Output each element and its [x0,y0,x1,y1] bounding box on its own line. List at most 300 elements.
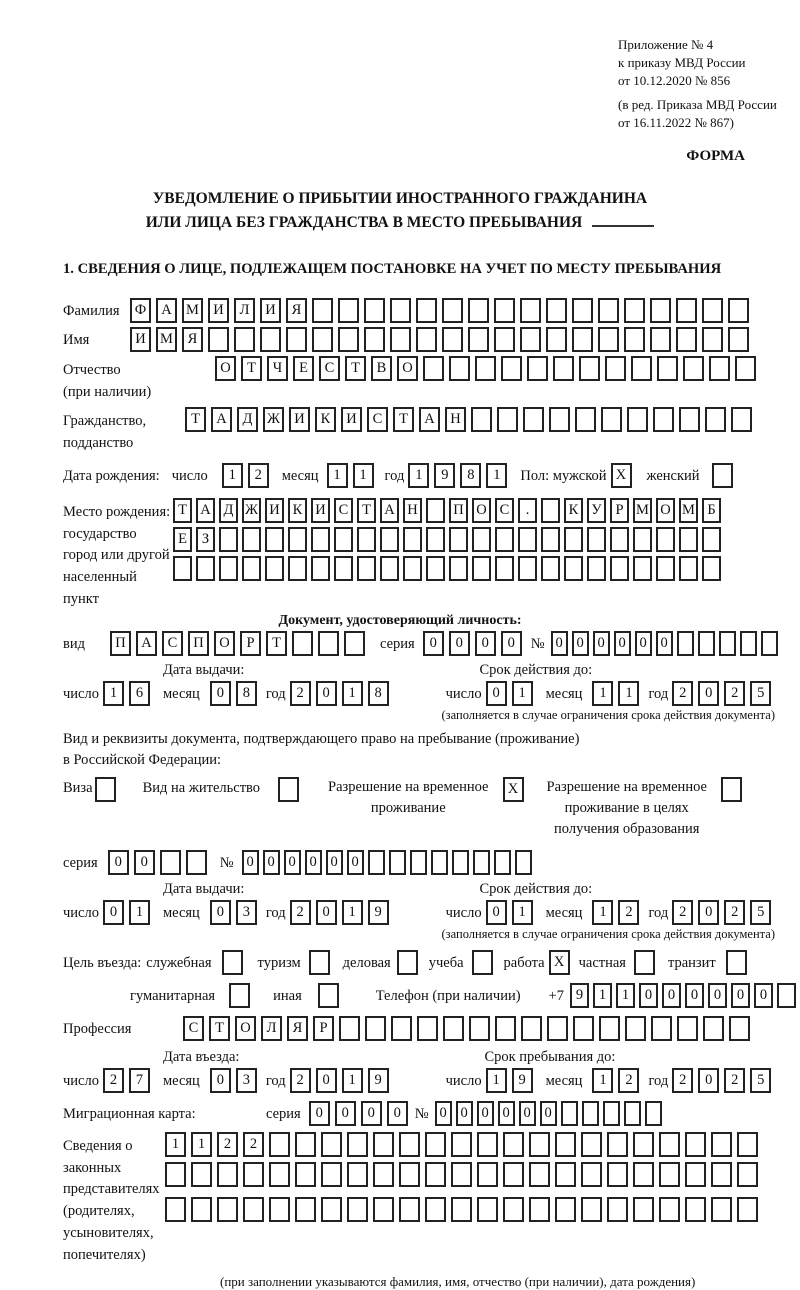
char-cell[interactable] [347,1197,368,1222]
char-cell[interactable] [286,327,307,352]
char-cell[interactable] [449,356,470,381]
char-cell[interactable]: 0 [134,850,155,875]
char-cell[interactable]: С [334,498,353,523]
char-cell[interactable]: Ж [263,407,284,432]
char-cell[interactable] [309,950,330,975]
char-cell[interactable] [318,631,339,656]
char-cell[interactable] [334,527,353,552]
char-cell[interactable] [599,1016,620,1041]
entry-month-cells[interactable] [210,1068,262,1093]
char-cell[interactable] [645,1101,662,1126]
char-cell[interactable]: А [419,407,440,432]
char-cell[interactable]: 0 [435,1101,452,1126]
char-cell[interactable]: 0 [731,983,750,1008]
char-cell[interactable]: Я [182,327,203,352]
char-cell[interactable] [555,1132,576,1157]
char-cell[interactable] [196,556,215,581]
rvp-checkbox[interactable] [503,777,529,802]
char-cell[interactable] [624,327,645,352]
char-cell[interactable]: А [136,631,157,656]
char-cell[interactable]: 0 [698,1068,719,1093]
char-cell[interactable]: В [371,356,392,381]
char-cell[interactable]: 0 [210,900,231,925]
phone-cells[interactable] [570,983,800,1008]
char-cell[interactable]: 1 [486,463,507,488]
char-cell[interactable]: 0 [685,983,704,1008]
char-cell[interactable] [515,850,532,875]
char-cell[interactable] [477,1132,498,1157]
char-cell[interactable] [338,327,359,352]
char-cell[interactable] [278,777,299,802]
birth-month-cells[interactable] [327,463,379,488]
char-cell[interactable] [728,327,749,352]
char-cell[interactable] [292,631,313,656]
char-cell[interactable] [547,1016,568,1041]
char-cell[interactable] [311,556,330,581]
char-cell[interactable] [449,556,468,581]
char-cell[interactable]: А [211,407,232,432]
char-cell[interactable]: А [380,498,399,523]
doc-issue-year-cells[interactable] [290,681,394,706]
char-cell[interactable] [318,983,339,1008]
char-cell[interactable]: П [110,631,131,656]
char-cell[interactable]: И [265,498,284,523]
char-cell[interactable] [295,1197,316,1222]
permit-series-cells[interactable] [108,850,212,875]
char-cell[interactable] [425,1132,446,1157]
char-cell[interactable]: 1 [592,681,613,706]
char-cell[interactable] [321,1162,342,1187]
char-cell[interactable] [295,1162,316,1187]
char-cell[interactable]: 9 [368,900,389,925]
char-cell[interactable]: 5 [750,681,771,706]
char-cell[interactable] [494,327,515,352]
char-cell[interactable] [219,556,238,581]
char-cell[interactable] [579,356,600,381]
mig-number-cells[interactable] [435,1101,666,1126]
char-cell[interactable] [425,1197,446,1222]
char-cell[interactable]: 2 [724,681,745,706]
char-cell[interactable]: 1 [129,900,150,925]
char-cell[interactable] [564,556,583,581]
char-cell[interactable]: 1 [353,463,374,488]
char-cell[interactable]: 1 [327,463,348,488]
char-cell[interactable]: 0 [572,631,589,656]
char-cell[interactable]: 2 [103,1068,124,1093]
permit-issue-year-cells[interactable] [290,900,394,925]
char-cell[interactable] [679,527,698,552]
char-cell[interactable]: 0 [551,631,568,656]
char-cell[interactable] [403,527,422,552]
char-cell[interactable]: И [289,407,310,432]
char-cell[interactable] [651,1016,672,1041]
char-cell[interactable]: 9 [368,1068,389,1093]
char-cell[interactable] [735,356,756,381]
char-cell[interactable] [368,850,385,875]
permit-number-cells[interactable] [242,850,536,875]
char-cell[interactable]: 9 [512,1068,533,1093]
char-cell[interactable] [403,556,422,581]
char-cell[interactable]: 0 [210,681,231,706]
char-cell[interactable] [541,498,560,523]
doc-issue-day-cells[interactable] [103,681,155,706]
char-cell[interactable]: 0 [263,850,280,875]
char-cell[interactable]: 0 [486,900,507,925]
char-cell[interactable]: П [188,631,209,656]
char-cell[interactable]: И [130,327,151,352]
char-cell[interactable]: 0 [242,850,259,875]
purpose-official-checkbox[interactable] [222,950,248,975]
char-cell[interactable] [698,631,715,656]
birth-year-cells[interactable] [408,463,512,488]
char-cell[interactable] [711,1162,732,1187]
char-cell[interactable] [555,1162,576,1187]
patronymic-cells[interactable] [215,356,761,381]
stay-month-cells[interactable] [592,1068,644,1093]
char-cell[interactable] [451,1162,472,1187]
char-cell[interactable] [451,1132,472,1157]
rep-row3-cells[interactable] [165,1197,763,1222]
char-cell[interactable]: 1 [191,1132,212,1157]
char-cell[interactable] [477,1162,498,1187]
char-cell[interactable] [469,1016,490,1041]
char-cell[interactable] [740,631,757,656]
char-cell[interactable] [527,356,548,381]
char-cell[interactable] [288,527,307,552]
char-cell[interactable]: 0 [326,850,343,875]
char-cell[interactable]: 8 [236,681,257,706]
char-cell[interactable] [243,1162,264,1187]
char-cell[interactable] [242,556,261,581]
char-cell[interactable] [711,1197,732,1222]
residence-permit-checkbox[interactable] [278,777,304,802]
char-cell[interactable] [473,850,490,875]
char-cell[interactable] [656,527,675,552]
char-cell[interactable] [357,556,376,581]
char-cell[interactable]: 2 [618,900,639,925]
char-cell[interactable] [338,298,359,323]
char-cell[interactable] [390,327,411,352]
char-cell[interactable]: 0 [335,1101,356,1126]
char-cell[interactable]: О [214,631,235,656]
char-cell[interactable] [633,556,652,581]
char-cell[interactable] [347,1162,368,1187]
char-cell[interactable] [719,631,736,656]
char-cell[interactable]: 0 [708,983,727,1008]
char-cell[interactable]: 6 [129,681,150,706]
char-cell[interactable]: 1 [512,681,533,706]
char-cell[interactable] [728,298,749,323]
birth-day-cells[interactable] [222,463,274,488]
char-cell[interactable]: 1 [103,681,124,706]
char-cell[interactable] [95,777,116,802]
char-cell[interactable]: Я [286,298,307,323]
char-cell[interactable] [311,527,330,552]
char-cell[interactable]: X [503,777,524,802]
char-cell[interactable] [603,1101,620,1126]
char-cell[interactable]: Т [209,1016,230,1041]
char-cell[interactable]: И [311,498,330,523]
char-cell[interactable] [288,556,307,581]
char-cell[interactable]: З [196,527,215,552]
char-cell[interactable] [495,1016,516,1041]
char-cell[interactable]: Л [261,1016,282,1041]
char-cell[interactable] [449,527,468,552]
char-cell[interactable] [624,1101,641,1126]
char-cell[interactable] [160,850,181,875]
char-cell[interactable]: 0 [210,1068,231,1093]
char-cell[interactable] [702,527,721,552]
char-cell[interactable] [471,407,492,432]
char-cell[interactable] [165,1197,186,1222]
char-cell[interactable]: Ф [130,298,151,323]
char-cell[interactable]: 1 [165,1132,186,1157]
char-cell[interactable]: 8 [368,681,389,706]
char-cell[interactable]: Т [173,498,192,523]
char-cell[interactable]: 0 [449,631,470,656]
stay-year-cells[interactable] [672,1068,776,1093]
char-cell[interactable]: 0 [486,681,507,706]
char-cell[interactable] [426,527,445,552]
char-cell[interactable]: 0 [501,631,522,656]
char-cell[interactable] [634,950,655,975]
entry-day-cells[interactable] [103,1068,155,1093]
char-cell[interactable]: 7 [129,1068,150,1093]
char-cell[interactable]: Т [393,407,414,432]
char-cell[interactable]: 1 [342,681,363,706]
doc-valid-month-cells[interactable] [592,681,644,706]
char-cell[interactable] [397,950,418,975]
char-cell[interactable]: 0 [309,1101,330,1126]
char-cell[interactable] [321,1132,342,1157]
char-cell[interactable]: 2 [290,681,311,706]
char-cell[interactable]: 2 [248,463,269,488]
char-cell[interactable] [165,1162,186,1187]
char-cell[interactable]: 2 [672,1068,693,1093]
char-cell[interactable] [373,1197,394,1222]
char-cell[interactable] [242,527,261,552]
char-cell[interactable]: 0 [361,1101,382,1126]
char-cell[interactable]: 1 [616,983,635,1008]
char-cell[interactable] [399,1162,420,1187]
char-cell[interactable]: 1 [342,1068,363,1093]
char-cell[interactable]: Р [240,631,261,656]
char-cell[interactable]: Т [266,631,287,656]
doc-type-cells[interactable] [110,631,370,656]
char-cell[interactable] [679,407,700,432]
char-cell[interactable] [373,1162,394,1187]
char-cell[interactable] [553,356,574,381]
permit-valid-year-cells[interactable] [672,900,776,925]
char-cell[interactable] [573,1016,594,1041]
char-cell[interactable] [431,850,448,875]
char-cell[interactable]: 0 [635,631,652,656]
char-cell[interactable]: Т [185,407,206,432]
char-cell[interactable] [581,1197,602,1222]
char-cell[interactable] [426,556,445,581]
doc-valid-day-cells[interactable] [486,681,538,706]
char-cell[interactable] [685,1162,706,1187]
char-cell[interactable]: 0 [477,1101,494,1126]
purpose-humanitarian-checkbox[interactable] [229,983,255,1008]
char-cell[interactable] [685,1132,706,1157]
doc-valid-year-cells[interactable] [672,681,776,706]
char-cell[interactable]: Л [234,298,255,323]
char-cell[interactable]: 1 [342,900,363,925]
char-cell[interactable] [633,1162,654,1187]
char-cell[interactable] [582,1101,599,1126]
permit-valid-day-cells[interactable] [486,900,538,925]
char-cell[interactable]: М [156,327,177,352]
char-cell[interactable] [702,298,723,323]
char-cell[interactable] [702,327,723,352]
char-cell[interactable] [344,631,365,656]
char-cell[interactable] [269,1162,290,1187]
char-cell[interactable]: Т [345,356,366,381]
rep-row1-cells[interactable] [165,1132,763,1157]
doc-series-cells[interactable] [423,631,527,656]
char-cell[interactable]: Д [219,498,238,523]
purpose-private-checkbox[interactable] [634,950,660,975]
char-cell[interactable] [219,527,238,552]
char-cell[interactable] [564,527,583,552]
rep-row2-cells[interactable] [165,1162,763,1187]
char-cell[interactable]: 0 [698,681,719,706]
char-cell[interactable]: О [235,1016,256,1041]
char-cell[interactable] [472,527,491,552]
char-cell[interactable] [677,631,694,656]
char-cell[interactable]: 0 [540,1101,557,1126]
char-cell[interactable]: У [587,498,606,523]
char-cell[interactable]: 5 [750,900,771,925]
char-cell[interactable] [503,1197,524,1222]
char-cell[interactable] [598,327,619,352]
char-cell[interactable] [442,298,463,323]
char-cell[interactable] [575,407,596,432]
char-cell[interactable] [541,527,560,552]
name-cells[interactable] [130,327,754,352]
char-cell[interactable] [581,1132,602,1157]
char-cell[interactable] [389,850,406,875]
char-cell[interactable] [520,327,541,352]
char-cell[interactable] [380,527,399,552]
char-cell[interactable]: 2 [290,900,311,925]
char-cell[interactable] [598,298,619,323]
char-cell[interactable] [709,356,730,381]
birth-place-row1-cells[interactable] [173,498,725,523]
char-cell[interactable]: X [611,463,632,488]
char-cell[interactable]: А [196,498,215,523]
char-cell[interactable] [624,298,645,323]
char-cell[interactable] [410,850,427,875]
char-cell[interactable]: К [288,498,307,523]
char-cell[interactable] [529,1132,550,1157]
char-cell[interactable]: 0 [698,900,719,925]
char-cell[interactable] [494,850,511,875]
char-cell[interactable] [475,356,496,381]
char-cell[interactable]: О [472,498,491,523]
char-cell[interactable] [442,327,463,352]
char-cell[interactable] [572,298,593,323]
char-cell[interactable]: 2 [724,1068,745,1093]
char-cell[interactable] [468,327,489,352]
char-cell[interactable] [676,327,697,352]
sex-male-checkbox[interactable] [611,463,637,488]
char-cell[interactable] [737,1197,758,1222]
char-cell[interactable]: Н [445,407,466,432]
char-cell[interactable] [173,556,192,581]
char-cell[interactable] [364,327,385,352]
char-cell[interactable] [472,556,491,581]
char-cell[interactable]: 0 [656,631,673,656]
doc-issue-month-cells[interactable] [210,681,262,706]
char-cell[interactable] [521,1016,542,1041]
char-cell[interactable] [501,356,522,381]
char-cell[interactable] [572,327,593,352]
char-cell[interactable] [222,950,243,975]
char-cell[interactable]: 3 [236,900,257,925]
char-cell[interactable] [217,1197,238,1222]
char-cell[interactable]: И [341,407,362,432]
char-cell[interactable] [633,527,652,552]
char-cell[interactable]: 1 [592,1068,613,1093]
char-cell[interactable] [518,556,537,581]
char-cell[interactable] [650,327,671,352]
char-cell[interactable] [191,1197,212,1222]
char-cell[interactable] [399,1132,420,1157]
char-cell[interactable]: 0 [316,900,337,925]
char-cell[interactable]: 0 [593,631,610,656]
char-cell[interactable]: 0 [387,1101,408,1126]
char-cell[interactable]: 2 [217,1132,238,1157]
char-cell[interactable]: Н [403,498,422,523]
char-cell[interactable] [659,1197,680,1222]
visa-checkbox[interactable] [95,777,121,802]
char-cell[interactable] [217,1162,238,1187]
char-cell[interactable] [761,631,778,656]
char-cell[interactable] [312,327,333,352]
char-cell[interactable] [503,1162,524,1187]
char-cell[interactable] [555,1197,576,1222]
rvp-edu-checkbox[interactable] [721,777,747,802]
char-cell[interactable]: 1 [222,463,243,488]
purpose-work-checkbox[interactable] [549,950,575,975]
char-cell[interactable]: Р [313,1016,334,1041]
char-cell[interactable] [234,327,255,352]
char-cell[interactable]: 1 [618,681,639,706]
char-cell[interactable] [477,1197,498,1222]
char-cell[interactable] [260,327,281,352]
char-cell[interactable]: Ч [267,356,288,381]
char-cell[interactable]: М [633,498,652,523]
char-cell[interactable]: 0 [498,1101,515,1126]
char-cell[interactable] [561,1101,578,1126]
char-cell[interactable] [312,298,333,323]
char-cell[interactable]: 0 [103,900,124,925]
char-cell[interactable] [676,298,697,323]
char-cell[interactable]: 2 [290,1068,311,1093]
char-cell[interactable] [737,1132,758,1157]
char-cell[interactable] [494,298,515,323]
char-cell[interactable]: 9 [570,983,589,1008]
char-cell[interactable] [541,556,560,581]
char-cell[interactable]: М [182,298,203,323]
char-cell[interactable] [364,298,385,323]
char-cell[interactable]: 0 [475,631,496,656]
char-cell[interactable] [607,1197,628,1222]
char-cell[interactable] [703,1016,724,1041]
char-cell[interactable] [633,1132,654,1157]
